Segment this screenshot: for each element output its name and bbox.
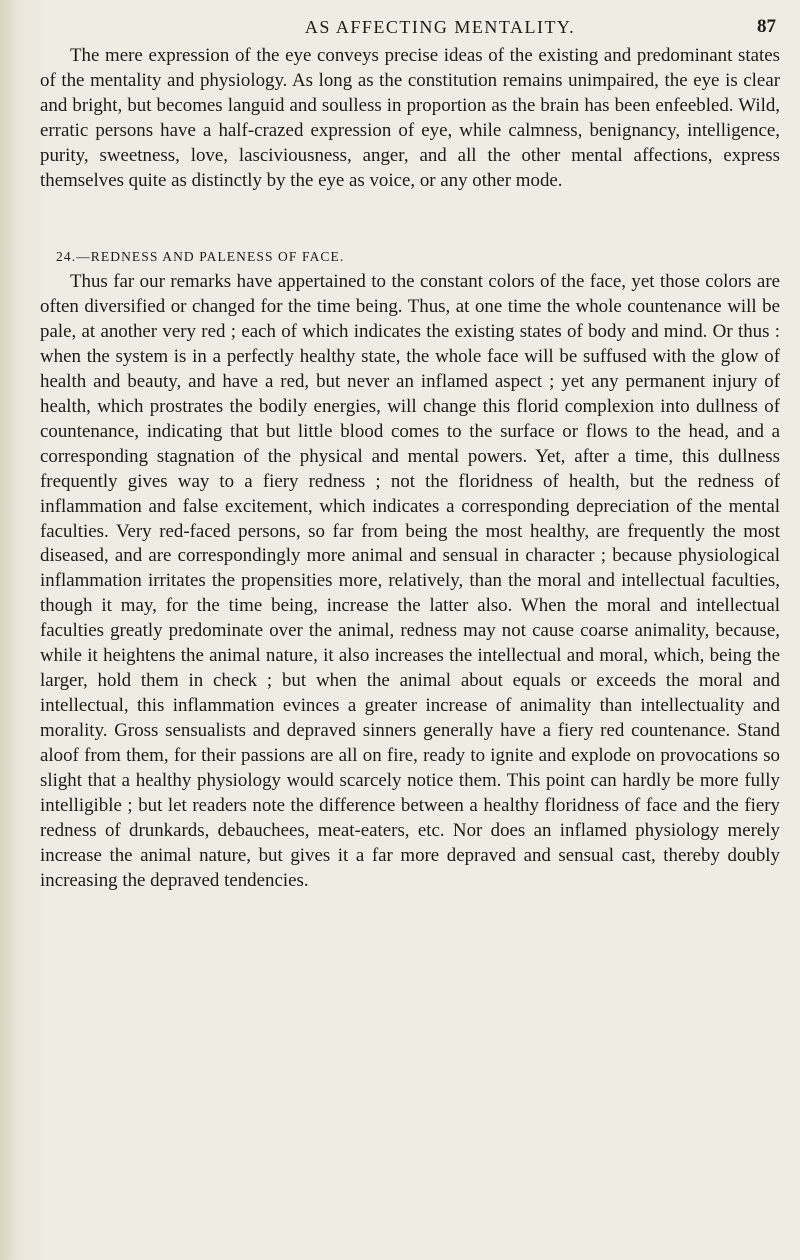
section-heading: 24.—REDNESS AND PALENESS OF FACE. bbox=[56, 249, 345, 264]
running-head bbox=[100, 14, 780, 40]
paragraph-eye-expression: The mere expression of the eye conveys precise ideas of the existing and predominant states of the mentality and physiology. As long as the constitution remains unimpaired, the eye is clear and bright, but becomes languid and soulless in proportion as the brain has been enfeebled. Wild, erratic persons have a half-crazed expression of eye, while calmness, benignancy, intelligence, purity, sweetness, love, lasciviousness, anger, and all the other mental affections, express themselves quite as distinctly by the eye as voice, or any other mode. bbox=[40, 45, 780, 191]
text-block bbox=[40, 44, 780, 1220]
running-title: AS AFFECTING MENTALITY. bbox=[304, 17, 576, 37]
page-number: 87 bbox=[757, 16, 776, 37]
paragraph-face-colors: Thus far our remarks have appertained to the constant colors of the face, yet those colors are often diversified or changed for the time being. Thus, at one time the whole countenance will be pale, at another very red ; each of which indicates the existing states of body and mind. Or thus : when the system is in a perfectly healthy state, the whole face will be suffused with the glow of health and beauty, and have a red, but never an inflamed aspect ; yet any permanent injury of health, which prostrates the bodily energies, will change this florid complexion into dullness of countenance, indicating that but little blood comes to the surface or flows to the head, and a corresponding stagnation of the physical and mental powers. Yet, after a time, this dullness frequently gives way to a fiery redness ; not the floridness of health, but the redness of inflammation and false excitement, which indicates a corresponding depreciation of the mental faculties. Very red-faced persons, so far from being the most healthy, are frequently the most diseased, and are correspondingly more animal and sensual in character ; because physiological inflammation irritates the propensities more, relatively, than the moral and intellectual faculties, though it may, for the time being, increase the latter also. When the moral and intellectual faculties greatly predominate over the animal, redness may not cause coarse animality, because, while it heightens the animal nature, it also increases the intellectual and moral, which, being the larger, hold them in check ; but when the animal about equals or exceeds the moral and intellectual, this inflammation evinces a greater increase of animality than intellectuality and morality. Gross sensualists and depraved sinners generally have a fiery red countenance. Stand aloof from them, for their passions are all on fire, ready to ignite and explode on provocations so slight that a healthy physiology would scarcely notice them. This point can hardly be more fully intelligible ; but let readers note the difference between a healthy floridness of face and the fiery redness of drunkards, debauchees, meat-eaters, etc. Nor does an inflamed physiology merely increase the animal nature, but gives it a far more depraved and sensual cast, thereby doubly increasing the depraved tendencies. bbox=[40, 271, 780, 891]
